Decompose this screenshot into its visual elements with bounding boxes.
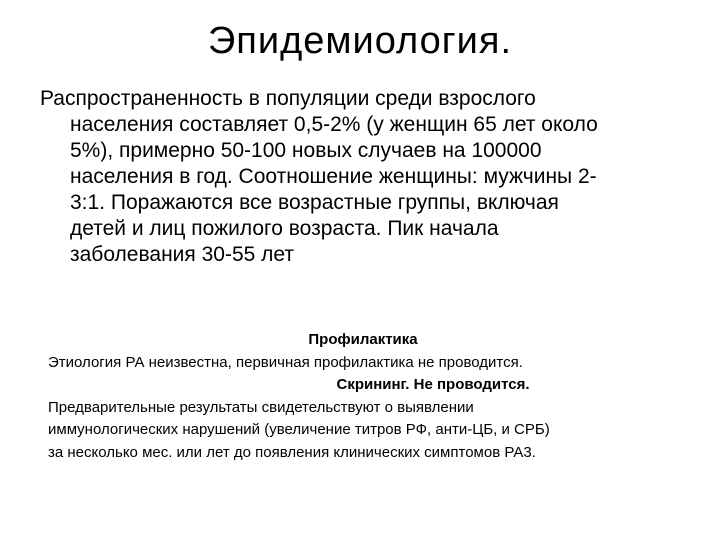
slide-title: Эпидемиология. [207,20,513,62]
prophylaxis-section [48,329,678,464]
paragraph-line: заболевания 30-55 лет [70,243,295,266]
results-line: иммунологических нарушений (увеличение титров РФ, анти-ЦБ, и СРБ) [48,421,550,438]
screening-heading: Скрининг. Не проводится. [336,376,530,393]
paragraph-line: 5%), примерно 50-100 новых случаев на 100000 [70,139,542,162]
paragraph-line: детей и лиц пожилого возраста. Пик начала [70,217,499,240]
epidemiology-paragraph [40,86,690,268]
prophylaxis-text: Этиология РА неизвестна, первичная профилактика не проводится. [48,353,523,371]
prophylaxis-heading: Профилактика [308,331,418,348]
paragraph-line: населения в год. Соотношение женщины: мужчины 2- [70,165,597,188]
results-line: Предварительные результаты свидетельствуют о выявлении [48,398,474,416]
paragraph-line: 3:1. Поражаются все возрастные группы, включая [70,191,559,214]
paragraph-line: Распространенность в популяции среди взрослого [40,87,536,110]
results-line: за несколько мес. или лет до появления клинических симптомов РА3. [48,443,536,461]
paragraph-line: населения составляет 0,5-2% (у женщин 65 лет около [70,113,598,136]
